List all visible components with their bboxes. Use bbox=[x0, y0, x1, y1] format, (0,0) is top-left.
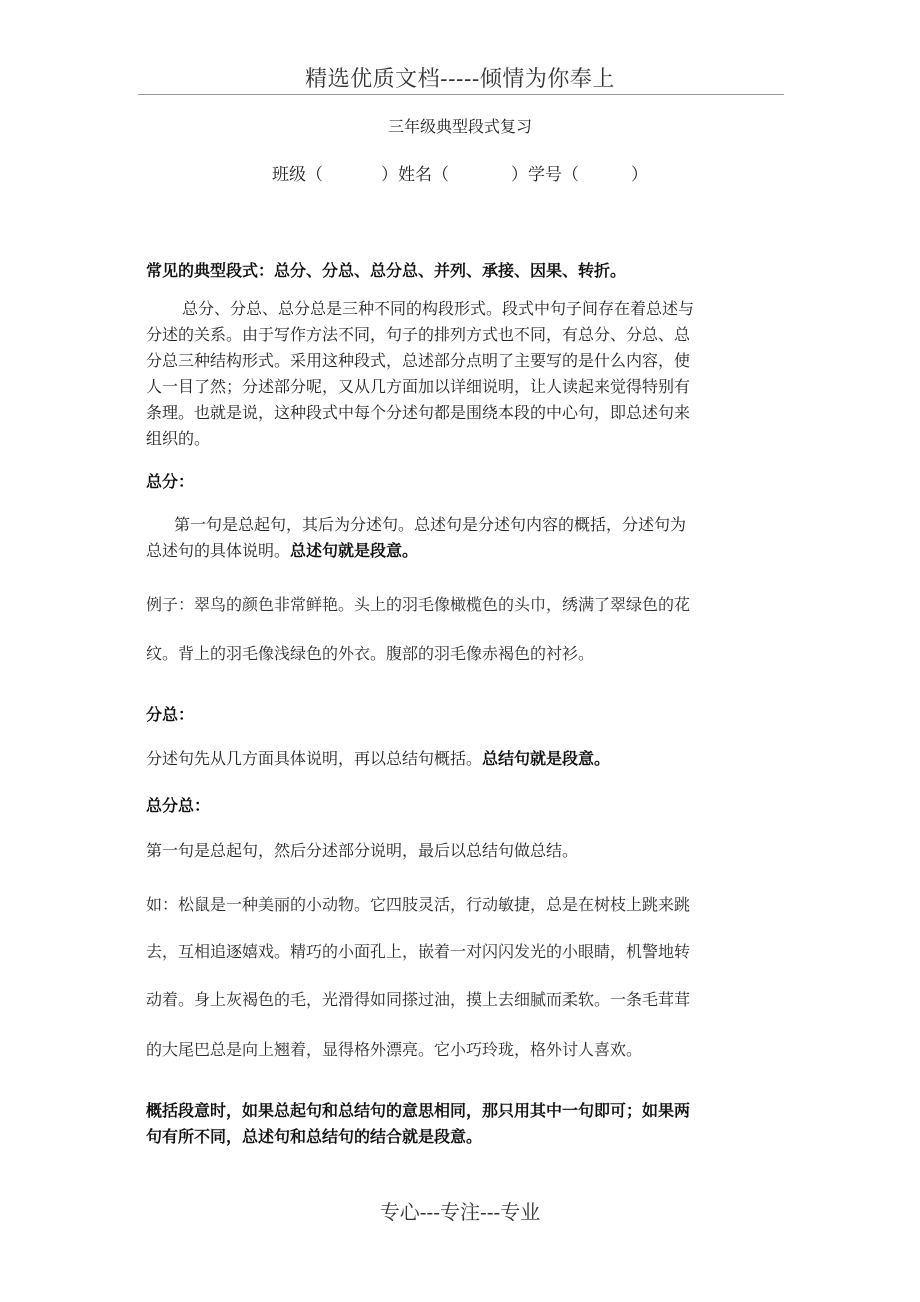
zongfen-description bbox=[146, 512, 686, 564]
document-title: 三年级典型段式复习 bbox=[387, 117, 532, 136]
fenzong-desc-text: 分述句先从几方面具体说明，再以总结句概括。 bbox=[146, 749, 483, 768]
zongfen-heading: 总分： bbox=[146, 472, 195, 491]
zongfen-desc-line: 第一句是总起句，其后为分述句。总述句是分述句内容的概括，分述句为 bbox=[174, 515, 687, 534]
intro-line: 条理。也就是说，这种段式中每个分述句都是围绕本段的中心句，即总述句来 bbox=[146, 403, 691, 422]
student-info-line bbox=[0, 160, 920, 185]
conclusion-line: 概括段意时，如果总起句和总结句的意思相同，那只用其中一句即可；如果两 bbox=[146, 1101, 691, 1120]
intro-line: 人一目了然；分述部分呢，又从几方面加以详细说明，让人读起来觉得特别有 bbox=[146, 377, 691, 396]
zongfen-desc-line bbox=[146, 538, 686, 564]
page-header: 精选优质文档-----倾情为你奉上 bbox=[305, 67, 615, 92]
zongfenzong-example-line: 的大尾巴总是向上翘着，显得格外漂亮。它小巧玲珑，格外讨人喜欢。 bbox=[146, 1040, 643, 1059]
intro-line: 分述的关系。由于写作方法不同，句子的排列方式也不同，有总分、分总、总 bbox=[146, 325, 691, 344]
zongfenzong-heading: 总分总： bbox=[146, 796, 211, 815]
student-id-label: ）学号（ bbox=[511, 165, 579, 185]
header-divider bbox=[138, 94, 784, 95]
class-label: 班级（ bbox=[272, 165, 323, 185]
conclusion-line: 句有所不同，总述句和总结句的结合就是段意。 bbox=[146, 1127, 483, 1146]
page-footer: 专心---专注---专业 bbox=[379, 1200, 541, 1224]
intro-line: 分总三种结构形式。采用这种段式，总述部分点明了主要写的是什么内容，使 bbox=[146, 351, 691, 370]
fenzong-description bbox=[146, 746, 610, 769]
zongfen-key-point: 总述句就是段意。 bbox=[290, 541, 419, 560]
zongfen-example-line: 例子：翠鸟的颜色非常鲜艳。头上的羽毛像橄榄色的头巾，绣满了翠绿色的花 bbox=[146, 595, 691, 614]
intro-line: 总分、分总、总分总是三种不同的构段形式。段式中句子间存在着总述与 bbox=[182, 299, 695, 318]
fenzong-key-point: 总结句就是段意。 bbox=[482, 749, 611, 768]
zongfenzong-example-line: 去，互相追逐嬉戏。精巧的小面孔上，嵌着一对闪闪发光的小眼睛，机警地转 bbox=[146, 942, 691, 961]
form-close-paren: ） bbox=[631, 165, 648, 185]
zongfenzong-description: 第一句是总起句，然后分述部分说明，最后以总结句做总结。 bbox=[146, 841, 579, 860]
intro-line: 组织的。 bbox=[146, 429, 211, 448]
zongfen-desc-text: 总述句的具体说明。 bbox=[146, 541, 291, 560]
name-label: ）姓名（ bbox=[381, 165, 449, 185]
zongfenzong-example-line: 动着。身上灰褐色的毛，光滑得如同搽过油，摸上去细腻而柔软。一条毛茸茸 bbox=[146, 990, 691, 1009]
fenzong-heading: 分总： bbox=[146, 705, 195, 724]
zongfenzong-example-line: 如：松鼠是一种美丽的小动物。它四肢灵活，行动敏捷，总是在树枝上跳来跳 bbox=[146, 895, 691, 914]
intro-heading: 常见的典型段式：总分、分总、总分总、并列、承接、因果、转折。 bbox=[146, 261, 627, 280]
intro-paragraph bbox=[146, 296, 694, 452]
zongfen-example-line: 纹。背上的羽毛像浅绿色的外衣。腹部的羽毛像赤褐色的衬衫。 bbox=[146, 644, 595, 663]
conclusion-paragraph bbox=[146, 1098, 690, 1150]
